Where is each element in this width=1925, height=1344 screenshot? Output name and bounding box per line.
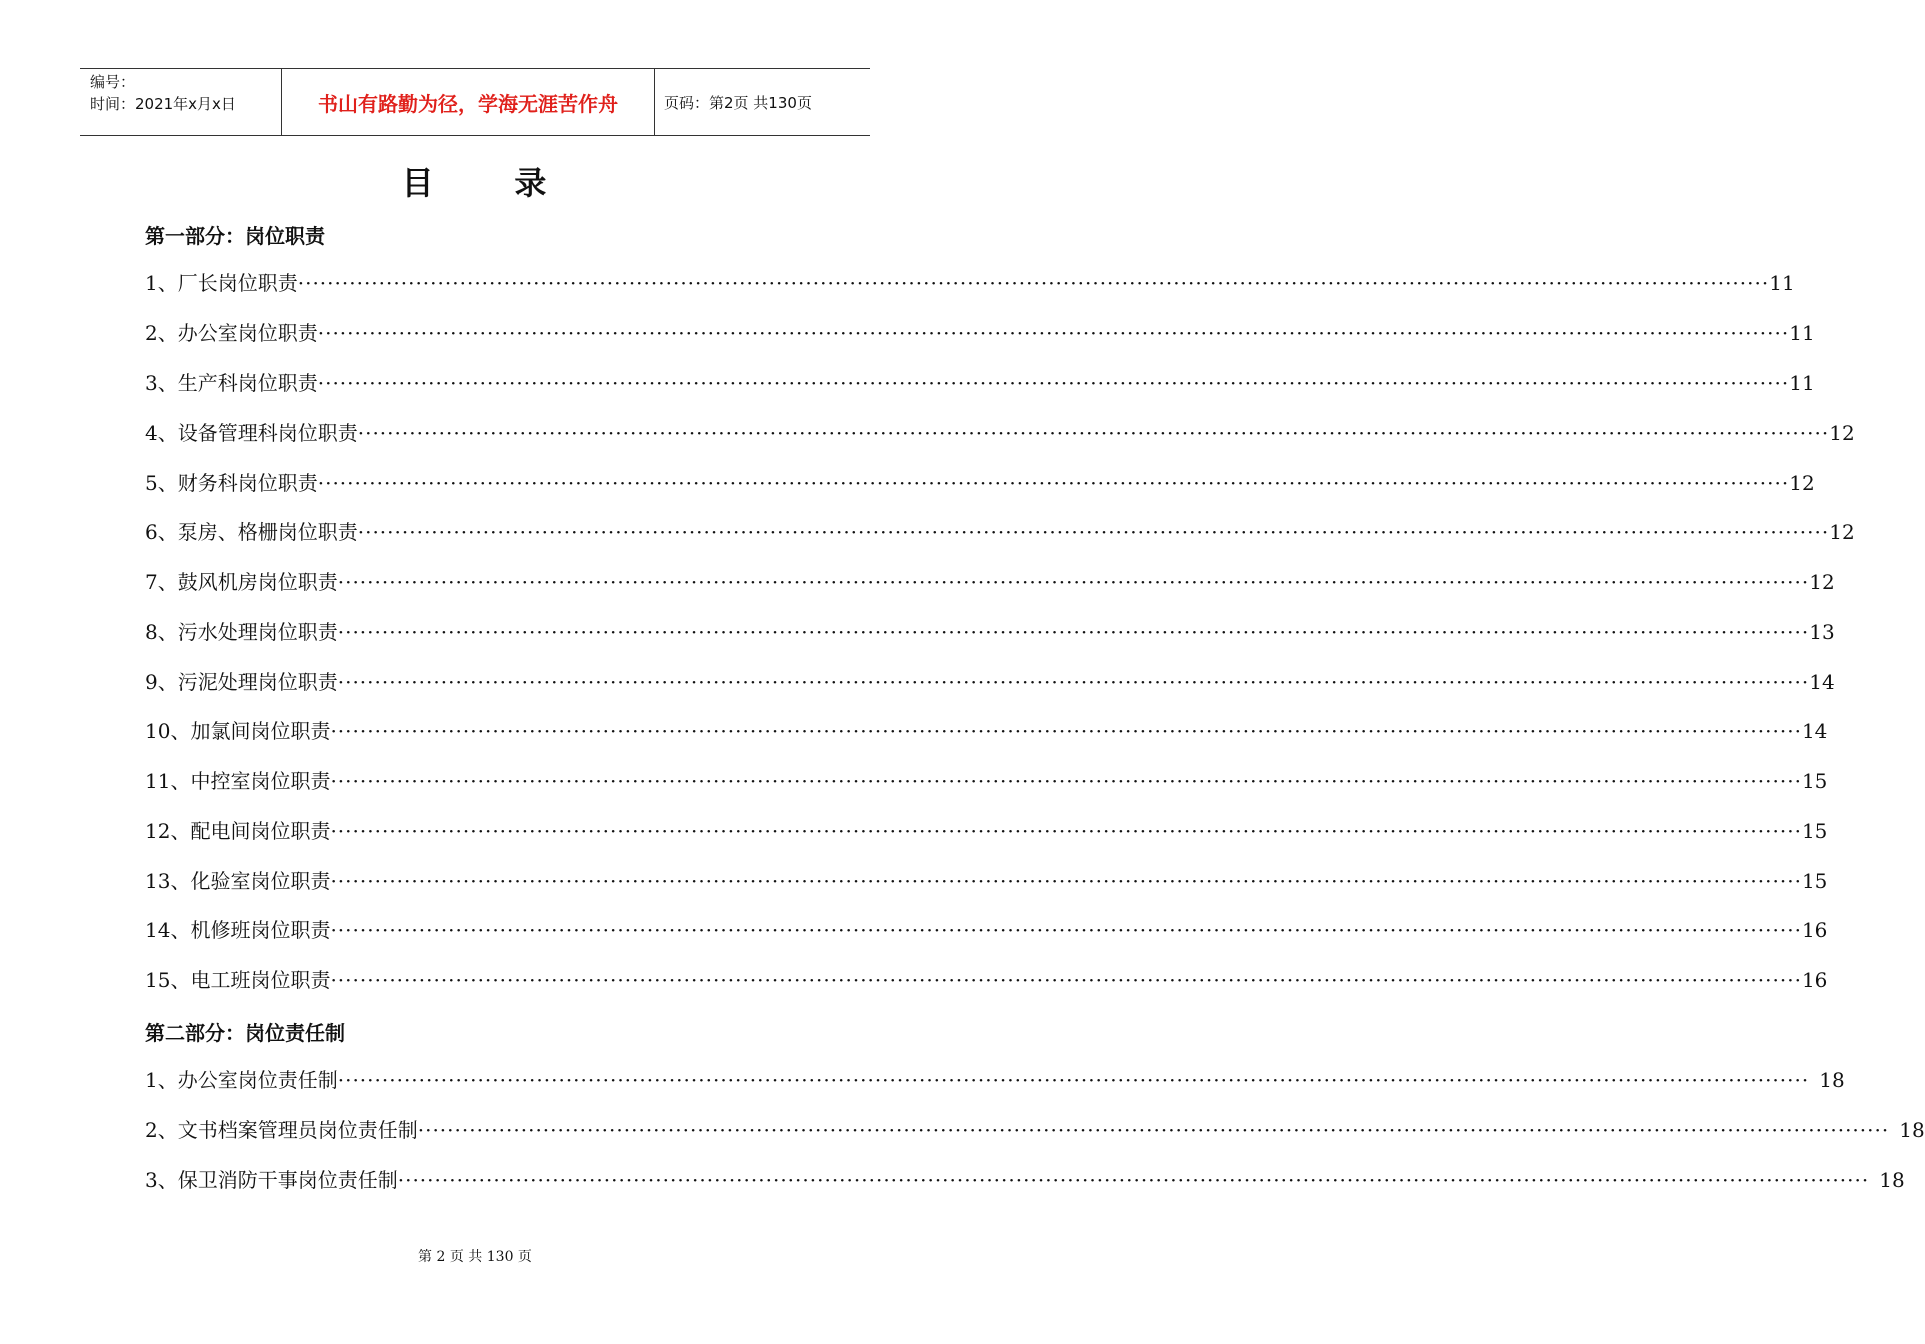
toc-leader: ········································································································································································································ [337, 620, 1810, 644]
toc-page: 15 [1801, 769, 1828, 793]
toc-entry[interactable] [145, 468, 1815, 498]
header-page-info: 页码：第2页 共130页 [664, 93, 812, 112]
toc-entry[interactable] [145, 1165, 1905, 1195]
toc-label: 3、保卫消防干事岗位责任制 [145, 1168, 398, 1192]
toc-leader: ········································································································································································································ [330, 769, 1802, 793]
toc-entry[interactable] [145, 965, 1828, 995]
toc-label: 15、电工班岗位职责 [145, 968, 331, 992]
toc-entry[interactable] [145, 318, 1815, 348]
toc-label: 2、文书档案管理员岗位责任制 [145, 1118, 418, 1142]
toc-leader: ········································································································································································································ [330, 869, 1802, 893]
toc-leader: ········································································································································································································ [337, 570, 1810, 594]
toc-page: 18 [1899, 1118, 1925, 1142]
toc-label: 1、办公室岗位责任制 [145, 1068, 338, 1092]
toc-page: 11 [1789, 371, 1815, 395]
toc-label: 5、财务科岗位职责 [145, 471, 318, 495]
toc-entry[interactable] [145, 667, 1835, 697]
toc-entry[interactable] [145, 766, 1828, 796]
toc-page: 11 [1769, 271, 1795, 295]
toc-page: 14 [1809, 670, 1835, 694]
toc-entry[interactable] [145, 915, 1828, 945]
toc-leader: ········································································································································································································ [330, 918, 1802, 942]
toc-leader: ········································································································································································································ [317, 471, 1790, 495]
toc-label: 4、设备管理科岗位职责 [145, 421, 358, 445]
toc-page: 13 [1809, 620, 1835, 644]
toc-page: 11 [1789, 321, 1815, 345]
toc-entry[interactable] [145, 816, 1828, 846]
number-label: 编号： [90, 73, 136, 91]
toc-leader: ········································································································································································································ [337, 670, 1810, 694]
toc-page: 18 [1879, 1168, 1905, 1192]
toc-entry[interactable] [145, 617, 1835, 647]
toc-leader: ········································································································································································································ [417, 1118, 1890, 1142]
toc-label: 2、办公室岗位职责 [145, 321, 318, 345]
document-header [80, 68, 870, 136]
toc-page: 18 [1819, 1068, 1845, 1092]
toc-page: 16 [1801, 918, 1828, 942]
toc-leader: ········································································································································································································ [357, 520, 1830, 544]
time-label: 时间：2021年x月x日 [90, 95, 236, 113]
toc-entry[interactable] [145, 368, 1815, 398]
toc-label: 14、机修班岗位职责 [145, 918, 331, 942]
part1-heading: 第一部分：岗位职责 [145, 224, 325, 248]
toc-label: 13、化验室岗位职责 [145, 869, 331, 893]
header-meta [80, 69, 282, 135]
toc-leader: ········································································································································································································ [330, 968, 1802, 992]
toc-page: 12 [1809, 570, 1835, 594]
toc-leader: ········································································································································································································ [330, 819, 1802, 843]
toc-label: 8、污水处理岗位职责 [145, 620, 338, 644]
toc-label: 6、泵房、格栅岗位职责 [145, 520, 358, 544]
toc-page: 12 [1789, 471, 1815, 495]
toc-leader: ········································································································································································································ [330, 719, 1802, 743]
header-motto: 书山有路勤为径，学海无涯苦作舟 [318, 91, 618, 116]
toc-label: 3、生产科岗位职责 [145, 371, 318, 395]
toc-label: 7、鼓风机房岗位职责 [145, 570, 338, 594]
toc-page: 15 [1801, 819, 1828, 843]
toc-label: 11、中控室岗位职责 [145, 769, 331, 793]
toc-page: 12 [1829, 421, 1855, 445]
toc-leader: ········································································································································································································ [317, 321, 1790, 345]
header-motto-cell [282, 69, 655, 135]
toc-label: 12、配电间岗位职责 [145, 819, 331, 843]
toc-label: 10、加氯间岗位职责 [145, 719, 331, 743]
toc-entry[interactable] [145, 1115, 1925, 1145]
toc-entry[interactable] [145, 268, 1795, 298]
toc-label: 1、厂长岗位职责 [145, 271, 298, 295]
toc-leader: ········································································································································································································ [357, 421, 1830, 445]
toc-entry[interactable] [145, 517, 1855, 547]
toc-page: 16 [1801, 968, 1828, 992]
toc-label: 9、污泥处理岗位职责 [145, 670, 338, 694]
toc-entry[interactable] [145, 418, 1855, 448]
toc-page: 15 [1801, 869, 1828, 893]
toc-entry[interactable] [145, 716, 1828, 746]
toc-leader: ········································································································································································································ [317, 371, 1790, 395]
toc-entry[interactable] [145, 1065, 1845, 1095]
page-title: 目 录 [401, 164, 549, 202]
toc-leader: ········································································································································································································ [337, 1068, 1810, 1092]
toc-leader: ········································································································································································································ [297, 271, 1770, 295]
page-footer: 第 2 页 共 130 页 [418, 1249, 532, 1265]
toc-entry[interactable] [145, 866, 1828, 896]
toc-page: 12 [1829, 520, 1855, 544]
toc-leader: ········································································································································································································ [397, 1168, 1870, 1192]
toc-page: 14 [1801, 719, 1828, 743]
toc-entry[interactable] [145, 567, 1835, 597]
part2-heading: 第二部分：岗位责任制 [145, 1021, 345, 1045]
